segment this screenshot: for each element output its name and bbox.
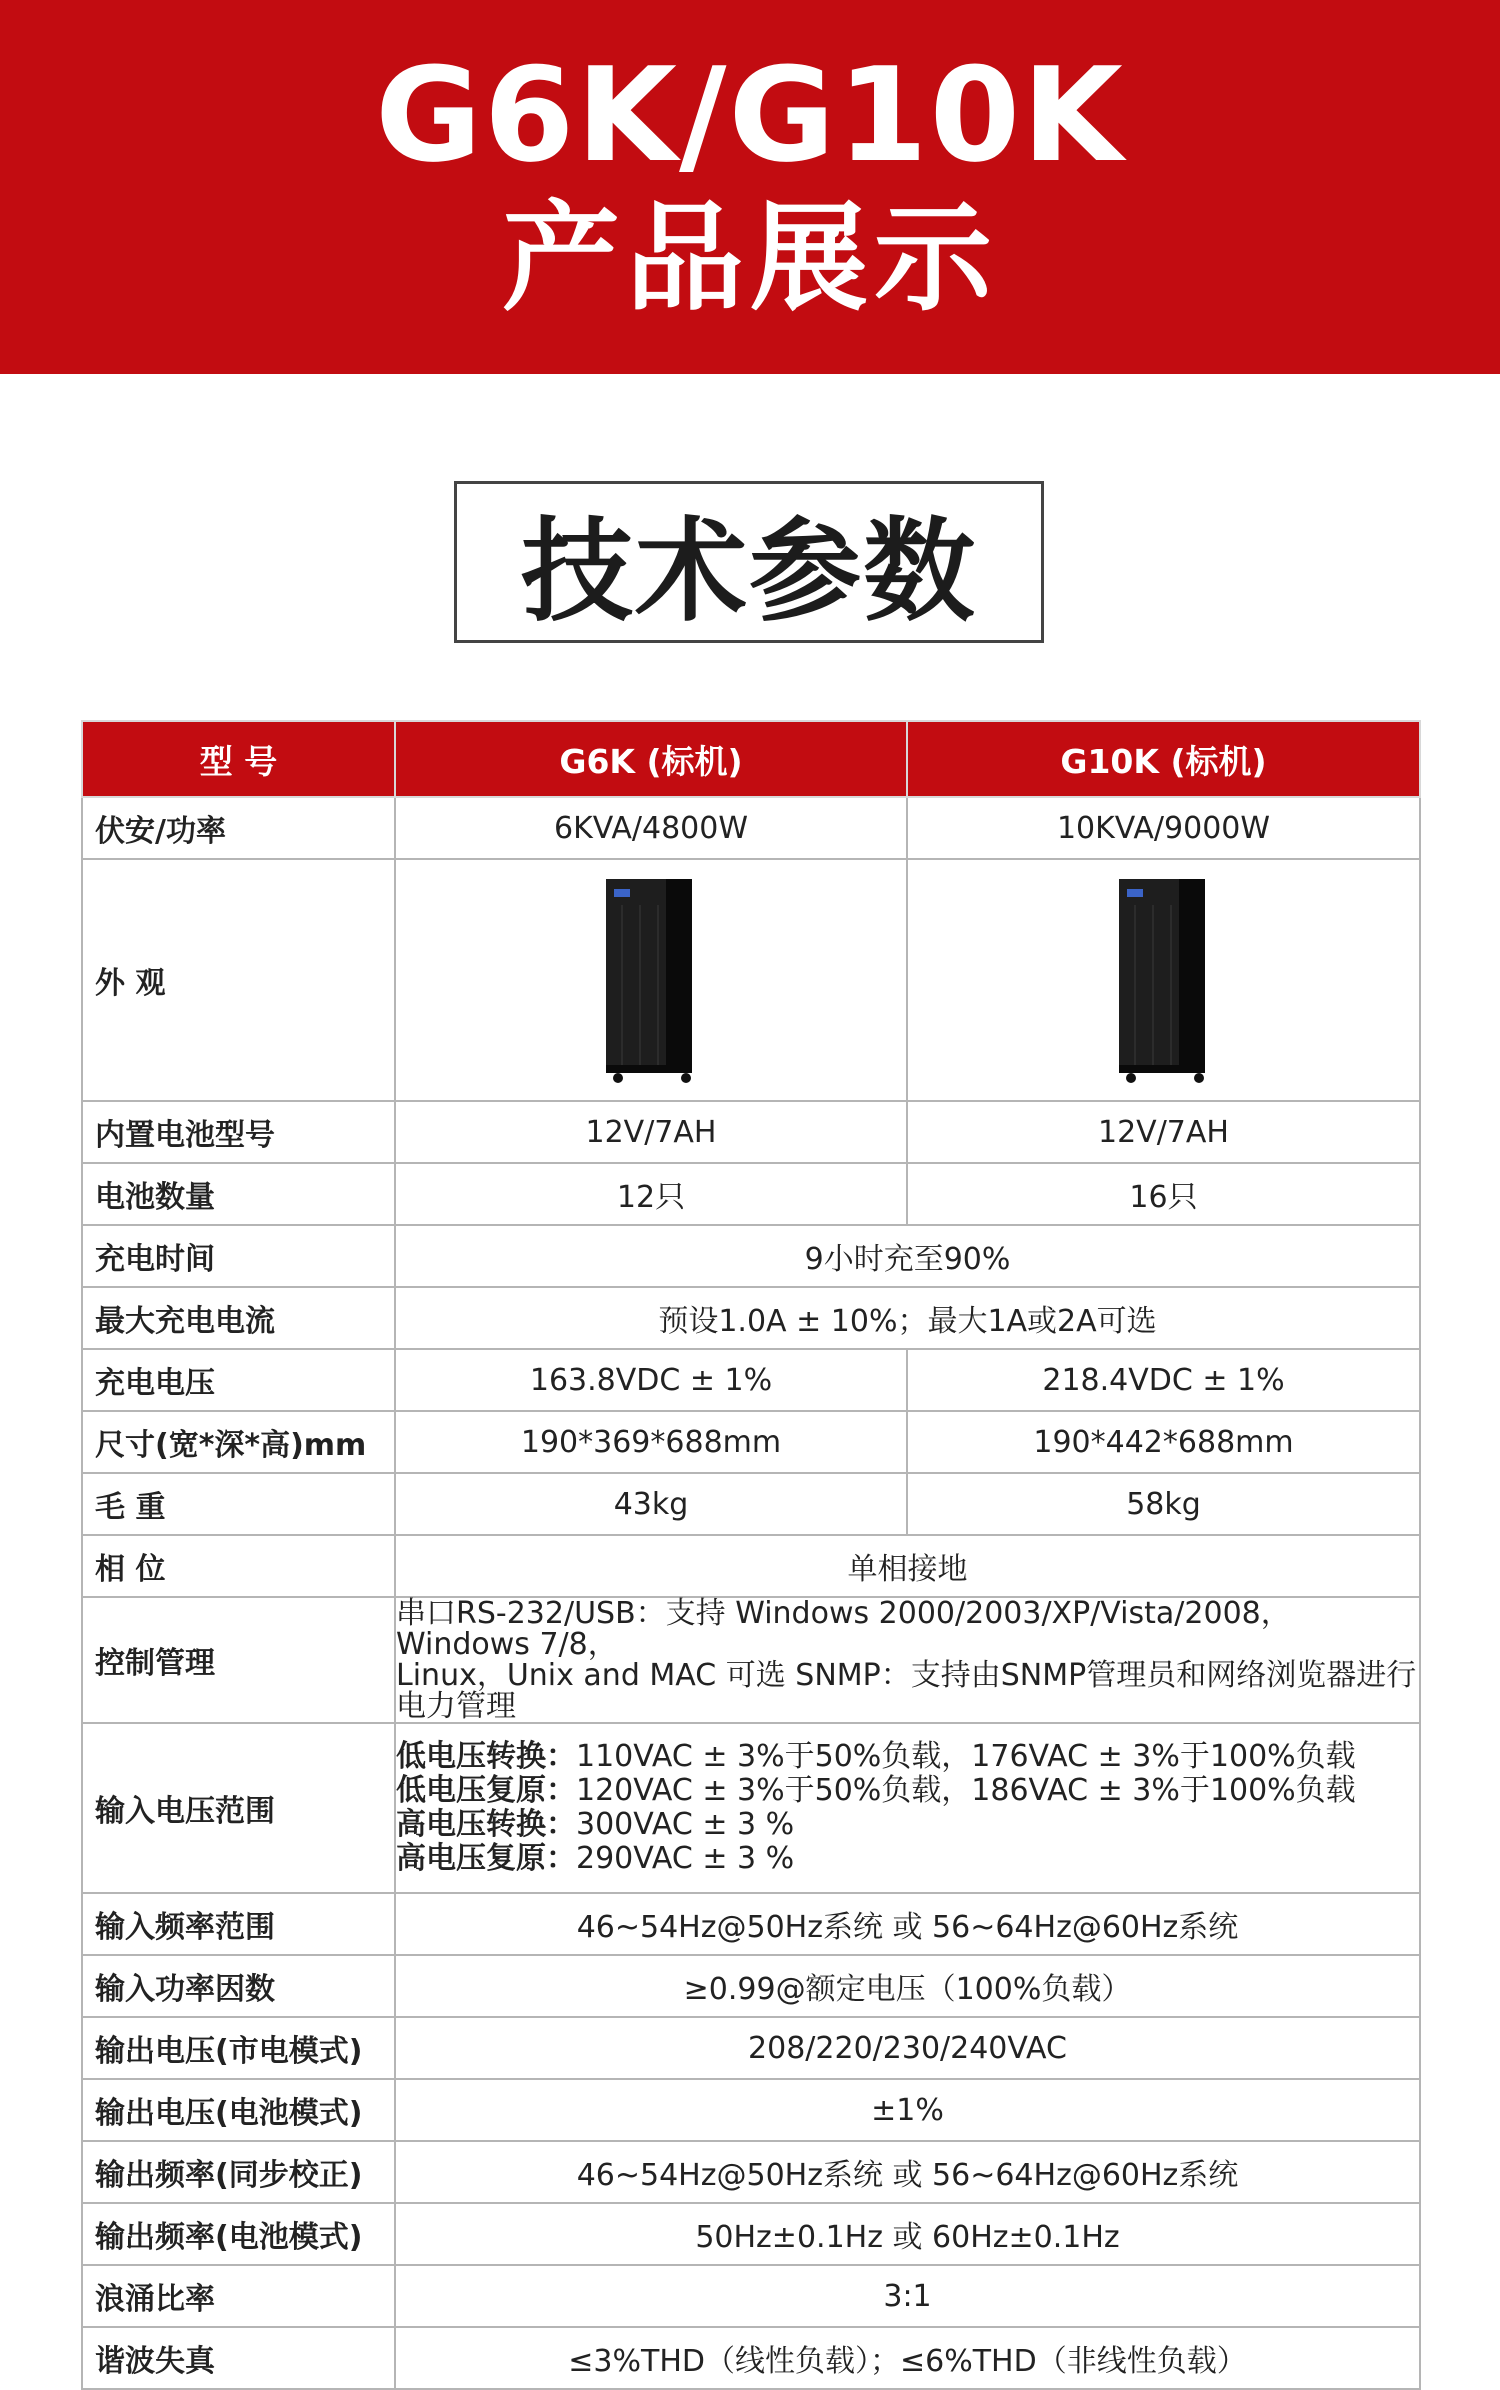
cell-value: 3:1 [395,2265,1420,2327]
range-line [396,1808,1419,1842]
range-key: 低电压转换： [396,1739,576,1774]
table-row [82,2141,1420,2203]
table-row [82,1535,1420,1597]
row-label: 充电电压 [82,1349,395,1411]
cell-value: 190*369*688mm [395,1411,907,1473]
table-row [82,2017,1420,2079]
cell-value: 12只 [395,1163,907,1225]
row-label: 输出电压(市电模式) [82,2017,395,2079]
table-row [82,1349,1420,1411]
cell-value: 9小时充至90% [395,1225,1420,1287]
range-value: 110VAC ± 3%于50%负载，176VAC ± 3%于100%负载 [576,1739,1356,1774]
cell-value: 6KVA/4800W [395,797,907,859]
row-label: 浪涌比率 [82,2265,395,2327]
range-key: 高电压转换： [396,1807,576,1842]
row-label: 尺寸(宽*深*高)mm [82,1411,395,1473]
row-label: 控制管理 [82,1597,395,1723]
cell-value: 12V/7AH [395,1101,907,1163]
table-row [82,797,1420,859]
cell-value: ≥0.99@额定电压（100%负载） [395,1955,1420,2017]
cell-value: 218.4VDC ± 1% [907,1349,1420,1411]
table-row [82,1955,1420,2017]
cell-value: 43kg [395,1473,907,1535]
ups-tower-icon [596,875,706,1085]
header-g6k: G6K (标机) [395,721,907,797]
header-model: 型 号 [82,721,395,797]
table-row [82,2327,1420,2389]
range-value: 290VAC ± 3 % [576,1841,795,1876]
table-row [82,2265,1420,2327]
row-label: 输入频率范围 [82,1893,395,1955]
cell-value: ±1% [395,2079,1420,2141]
table-row [82,2203,1420,2265]
row-label: 输入功率因数 [82,1955,395,2017]
header-g10k: G10K (标机) [907,721,1420,797]
cell-value: 58kg [907,1473,1420,1535]
table-row [82,1411,1420,1473]
table-row [82,1225,1420,1287]
cell-value: 46~54Hz@50Hz系统 或 56~64Hz@60Hz系统 [395,1893,1420,1955]
row-label: 输出频率(同步校正) [82,2141,395,2203]
cell-value: 16只 [907,1163,1420,1225]
row-label: 输出频率(电池模式) [82,2203,395,2265]
cell-value: 163.8VDC ± 1% [395,1349,907,1411]
row-label: 充电时间 [82,1225,395,1287]
range-line [396,1774,1419,1808]
cell-value [395,1597,1420,1723]
table-row [82,1101,1420,1163]
cell-value: 50Hz±0.1Hz 或 60Hz±0.1Hz [395,2203,1420,2265]
table-row [82,1597,1420,1723]
cell-value: 单相接地 [395,1535,1420,1597]
control-line: 串口RS-232/USB：支持 Windows 2000/2003/XP/Vista/2008，Windows 7/8， [396,1596,1291,1662]
table-row [82,859,1420,1101]
ups-tower-icon [1109,875,1219,1085]
cell-value: 46~54Hz@50Hz系统 或 56~64Hz@60Hz系统 [395,2141,1420,2203]
row-label: 伏安/功率 [82,797,395,859]
table-row [82,1473,1420,1535]
header-banner [0,0,1500,374]
row-label: 最大充电电流 [82,1287,395,1349]
cell-image [395,859,907,1101]
range-line [396,1740,1419,1774]
banner-subtitle: 产品展示 [501,189,998,327]
range-key: 高电压复原： [396,1841,576,1876]
range-value: 300VAC ± 3 % [576,1807,795,1842]
cell-value: ≤3%THD（线性负载）；≤6%THD（非线性负载） [395,2327,1420,2389]
table-header-row [82,721,1420,797]
row-label: 输出电压(电池模式) [82,2079,395,2141]
spec-table [81,720,1421,2390]
section-title-box [454,481,1044,643]
row-label: 电池数量 [82,1163,395,1225]
range-key: 低电压复原： [396,1773,576,1808]
section-title: 技术参数 [521,506,977,637]
cell-value: 10KVA/9000W [907,797,1420,859]
cell-value: 12V/7AH [907,1101,1420,1163]
banner-title: G6K/G10K [375,39,1125,191]
row-label: 输入电压范围 [82,1723,395,1893]
cell-value [395,1723,1420,1893]
cell-image [907,859,1420,1101]
cell-value: 预设1.0A ± 10%；最大1A或2A可选 [395,1287,1420,1349]
table-row [82,1287,1420,1349]
row-label: 外 观 [82,859,395,1101]
row-label: 相 位 [82,1535,395,1597]
table-row [82,1723,1420,1893]
range-value: 120VAC ± 3%于50%负载，186VAC ± 3%于100%负载 [576,1773,1356,1808]
table-row [82,1163,1420,1225]
range-line [396,1842,1419,1876]
control-line: Linux，Unix and MAC 可选 SNMP：支持由SNMP管理员和网络浏览器进行电力管理 [396,1658,1417,1724]
row-label: 毛 重 [82,1473,395,1535]
cell-value: 208/220/230/240VAC [395,2017,1420,2079]
table-row [82,2079,1420,2141]
row-label: 内置电池型号 [82,1101,395,1163]
row-label: 谐波失真 [82,2327,395,2389]
table-row [82,1893,1420,1955]
cell-value: 190*442*688mm [907,1411,1420,1473]
